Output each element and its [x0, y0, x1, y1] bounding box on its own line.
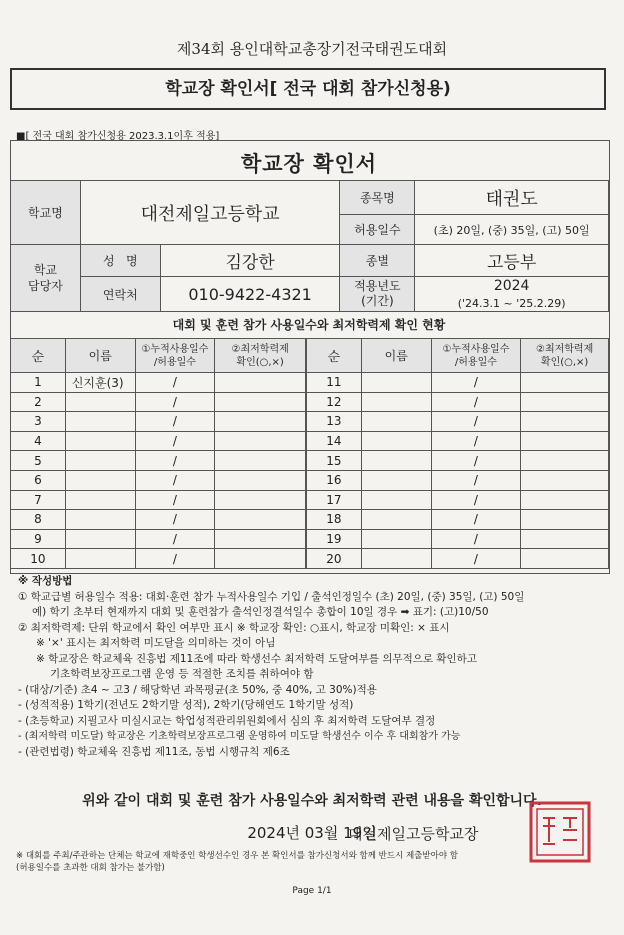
table-row	[307, 412, 609, 432]
header-grade	[521, 339, 609, 373]
instruction-line: ② 최저학력제: 단위 학교에서 확인 여부만 표시 ※ 학교장 확인: ○표시, 학교장 미확인: × 표시	[18, 621, 450, 634]
row-days: /	[431, 451, 521, 471]
instruction-line: ※ '×' 표시는 최저학력 미도달을 의미하는 것이 아님	[36, 637, 276, 649]
row-grade	[521, 392, 609, 412]
row-name	[65, 431, 135, 451]
confirm-date: 2024년 03월 19일	[247, 824, 377, 842]
row-days: /	[135, 490, 215, 510]
instruction-line: - (최저학력 미도달) 학교장은 기초학력보장프로그램 운영하여 미도달 학생선수 이수 후 대회참가 가능	[18, 731, 461, 742]
row-name	[65, 451, 135, 471]
year-label	[340, 277, 415, 312]
instruction-line: - (초등학교) 지필고사 미실시교는 학업성적관리위원회에서 심의 후 최저학력 도달여부 결정	[18, 714, 436, 727]
row-days: /	[135, 412, 215, 432]
name-label: 성 명	[80, 245, 160, 277]
row-days: /	[431, 529, 521, 549]
school-name: 대전제일고등학교	[80, 181, 340, 245]
row-name	[361, 373, 431, 393]
row-no: 8	[11, 510, 66, 530]
row-days: /	[431, 431, 521, 451]
row-no: 12	[307, 392, 362, 412]
year-value: 2024	[493, 278, 530, 294]
row-days: /	[431, 373, 521, 393]
header-grade	[215, 339, 306, 373]
table-row	[11, 470, 306, 490]
page-label: Page 1/1	[292, 886, 332, 896]
category-value: 고등부	[415, 245, 609, 277]
row-no: 1	[11, 373, 66, 393]
header-name: 이름	[361, 339, 431, 373]
name-value: 김강한	[160, 245, 340, 277]
row-grade	[521, 529, 609, 549]
table-row	[11, 490, 306, 510]
period-value: ('24.3.1 ~ '25.2.29)	[457, 297, 566, 310]
manager-label	[11, 245, 81, 312]
row-no: 13	[307, 412, 362, 432]
header-grade-line1: ②최저학력제	[231, 343, 289, 355]
row-grade	[215, 451, 306, 471]
row-no: 14	[307, 431, 362, 451]
row-name	[65, 412, 135, 432]
row-grade	[521, 412, 609, 432]
table-row	[11, 510, 306, 530]
row-days: /	[431, 549, 521, 569]
sport-value: 태권도	[415, 181, 609, 215]
year-label-line1: 적용년도	[354, 279, 401, 293]
row-no: 7	[11, 490, 66, 510]
table-row	[307, 510, 609, 530]
row-grade	[215, 392, 306, 412]
table-row	[307, 431, 609, 451]
row-name	[361, 392, 431, 412]
row-no: 10	[11, 549, 66, 569]
table-row	[307, 451, 609, 471]
school-label: 학교명	[11, 181, 81, 245]
row-days: /	[431, 470, 521, 490]
row-grade	[215, 373, 306, 393]
header-name: 이름	[65, 339, 135, 373]
row-no: 19	[307, 529, 362, 549]
header-grade-line2: 확인(○,×)	[236, 356, 284, 368]
row-days: /	[431, 510, 521, 530]
header-days-line1: ①누적사용일수	[141, 343, 209, 355]
sport-label: 종목명	[340, 181, 415, 215]
row-days: /	[135, 451, 215, 471]
instruction-line: - (관련법령) 학교체육 진흥법 제11조, 동법 시행규칙 제6조	[18, 745, 290, 758]
table-row	[11, 529, 306, 549]
days-value: (초) 20일, (중) 35일, (고) 50일	[415, 215, 609, 245]
row-grade	[215, 470, 306, 490]
instruction-line: - (대상/기준) 초4 ~ 고3 / 해당학년 과목평균(초 50%, 중 40%, 고 30%)적용	[18, 683, 377, 696]
row-name	[65, 529, 135, 549]
principal-label: 대전제일고등학교장	[348, 825, 479, 843]
roster-left	[10, 338, 306, 569]
row-name	[65, 490, 135, 510]
row-no: 9	[11, 529, 66, 549]
doc-title-box	[10, 68, 606, 110]
row-no: 5	[11, 451, 66, 471]
row-name	[65, 470, 135, 490]
row-days: /	[135, 392, 215, 412]
table-row	[11, 549, 306, 569]
row-days: /	[431, 412, 521, 432]
row-days: /	[135, 510, 215, 530]
row-no: 16	[307, 470, 362, 490]
row-name	[65, 510, 135, 530]
header-days-line1: ①누적사용일수	[442, 343, 510, 355]
phone-label: 연락처	[80, 277, 160, 312]
row-grade	[521, 470, 609, 490]
header-no: 순	[11, 339, 66, 373]
instruction-line: ① 학교급별 허용일수 적용: 대회·훈련 참가 누적사용일수 기입 / 출석인정일수 (초) 20일, (중) 35일, (고) 50일	[18, 590, 525, 603]
footer-notes	[16, 850, 616, 874]
row-name	[361, 549, 431, 569]
header-grade-line1: ②최저학력제	[535, 343, 594, 355]
row-days: /	[135, 529, 215, 549]
section-title: 대회 및 훈련 참가 사용일수와 최저학력제 확인 현황	[172, 318, 446, 332]
row-no: 20	[307, 549, 362, 569]
row-grade	[521, 451, 609, 471]
confirm-text: 위와 같이 대회 및 훈련 참가 사용일수와 최저학력 관련 내용을 확인합니다.	[82, 793, 542, 809]
table-row	[307, 373, 609, 393]
row-days: /	[135, 549, 215, 569]
row-name	[361, 470, 431, 490]
event-title: 제34회 용인대학교총장기전국태권도대회	[176, 40, 448, 58]
instruction-line: 기초학력보장프로그램 운영 등 적절한 조치를 취하여야 함	[50, 668, 314, 680]
row-grade	[521, 490, 609, 510]
instructions	[18, 574, 613, 760]
row-days: /	[135, 431, 215, 451]
row-grade	[215, 490, 306, 510]
table-row	[11, 373, 306, 393]
row-no: 15	[307, 451, 362, 471]
instructions-heading: ※ 작성방법	[18, 575, 73, 587]
table-row	[307, 392, 609, 412]
manager-label-line1: 학교	[33, 263, 58, 277]
table-row	[11, 431, 306, 451]
footer-note: ※ 대회를 주최/주관하는 단체는 학교에 재학중인 학생선수인 경우 본 확인서를 참가신청서와 함께 반드시 제출받아야 함	[16, 851, 458, 861]
row-name	[361, 412, 431, 432]
row-grade	[215, 412, 306, 432]
row-days: /	[431, 392, 521, 412]
row-grade	[521, 373, 609, 393]
note-line: ■[ 전국 대회 참가신청용 2023.3.1이후 적용]	[16, 131, 220, 142]
row-no: 18	[307, 510, 362, 530]
row-grade	[215, 549, 306, 569]
instruction-line: 예) 학기 초부터 현재까지 대회 및 훈련참가 출석인정결석일수 총합이 10일 경우 ➡ 표기: (고)10/50	[32, 606, 489, 618]
table-row	[307, 470, 609, 490]
row-name	[361, 431, 431, 451]
table-row	[307, 529, 609, 549]
header-grade-line2: 확인(○,×)	[540, 356, 589, 368]
phone-value: 010-9422-4321	[160, 277, 340, 312]
doc-title: 학교장 확인서[ 전국 대회 참가신청용)	[165, 79, 451, 99]
row-grade	[215, 510, 306, 530]
row-name	[65, 549, 135, 569]
row-no: 11	[307, 373, 362, 393]
row-name	[361, 510, 431, 530]
table-row	[11, 392, 306, 412]
instruction-line: - (성적적용) 1학기(전년도 2학기말 성적), 2학기(당해연도 1학기말 성적)	[18, 699, 354, 711]
row-grade	[521, 549, 609, 569]
row-days: /	[431, 490, 521, 510]
header-days-line2: /허용일수	[153, 356, 196, 368]
info-table	[10, 180, 609, 312]
table-row	[307, 549, 609, 569]
days-label: 허용일수	[340, 215, 415, 245]
row-grade	[215, 529, 306, 549]
header-days	[135, 339, 215, 373]
row-no: 17	[307, 490, 362, 510]
form-title: 학교장 확인서	[240, 152, 378, 176]
row-no: 4	[11, 431, 66, 451]
row-name	[361, 451, 431, 471]
header-no: 순	[307, 339, 362, 373]
header-days-line2: /허용일수	[454, 356, 497, 368]
year-label-line2: (기간)	[361, 294, 394, 308]
row-grade	[215, 431, 306, 451]
header-days	[431, 339, 521, 373]
year-cell	[415, 277, 609, 312]
row-no: 3	[11, 412, 66, 432]
category-label: 종별	[340, 245, 415, 277]
row-name	[65, 392, 135, 412]
row-days: /	[135, 373, 215, 393]
row-no: 6	[11, 470, 66, 490]
row-grade	[521, 510, 609, 530]
footer-note: (허용일수를 초과한 대회 참가는 불가함)	[16, 863, 165, 873]
row-name	[361, 529, 431, 549]
instruction-line: ※ 학교장은 학교체육 진흥법 제11조에 따라 학생선수 최저학력 도달여부를 의무적으로 확인하고	[36, 652, 477, 665]
row-name	[361, 490, 431, 510]
row-days: /	[135, 470, 215, 490]
row-name: 신지훈(3)	[65, 373, 135, 393]
manager-label-line2: 담당자	[28, 279, 63, 293]
roster-right	[306, 338, 609, 569]
table-row	[11, 412, 306, 432]
row-grade	[521, 431, 609, 451]
table-row	[11, 451, 306, 471]
row-no: 2	[11, 392, 66, 412]
table-row	[307, 490, 609, 510]
